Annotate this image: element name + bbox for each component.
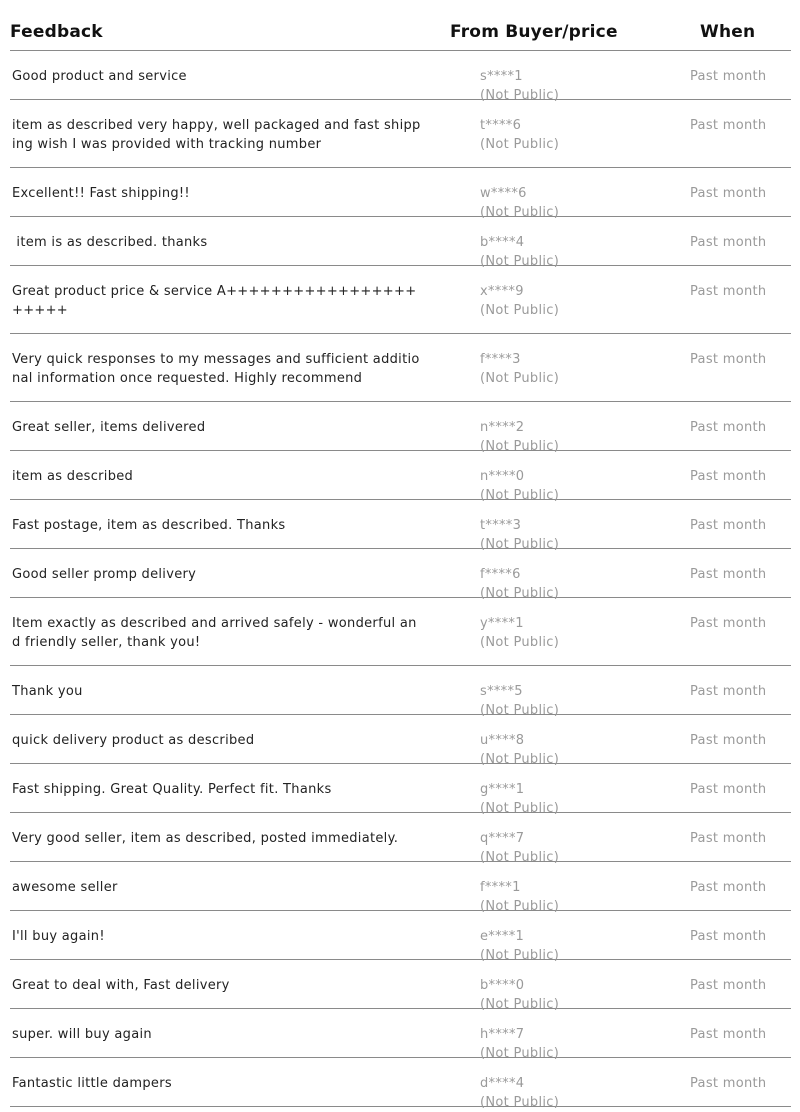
buyer-id: s****1 (480, 69, 523, 84)
buyer-id: n****2 (480, 420, 525, 435)
feedback-text: Good seller promp delivery (12, 567, 197, 582)
buyer-visibility: (Not Public) (480, 439, 560, 454)
when-cell: Past month (690, 684, 767, 699)
when-cell: Past month (690, 616, 767, 631)
buyer-id: e****1 (480, 929, 525, 944)
buyer-visibility: (Not Public) (480, 635, 560, 650)
buyer-id: b****4 (480, 235, 525, 250)
when-cell: Past month (690, 284, 767, 299)
buyer-visibility: (Not Public) (480, 303, 560, 318)
feedback-text: Thank you (12, 684, 83, 699)
table-row (10, 666, 791, 718)
feedback-text: Great seller, items delivered (12, 420, 206, 435)
feedback-text: Excellent!! Fast shipping!! (12, 186, 190, 201)
feedback-text: Item exactly as described and arrived safely - wonderful and friendly seller, thank you! (12, 616, 417, 650)
buyer-visibility: (Not Public) (480, 752, 560, 767)
feedback-text: Great to deal with, Fast delivery (12, 978, 230, 993)
buyer-visibility: (Not Public) (480, 997, 560, 1012)
table-row (10, 1058, 791, 1110)
table-row (10, 862, 791, 914)
header-when: When (700, 22, 756, 42)
buyer-visibility: (Not Public) (480, 88, 560, 103)
feedback-table (10, 51, 791, 1110)
buyer-id: x****9 (480, 284, 524, 299)
when-cell: Past month (690, 1076, 767, 1091)
table-row (10, 168, 791, 220)
feedback-text: Fantastic little dampers (12, 1076, 172, 1091)
table-row (10, 598, 791, 666)
feedback-text: quick delivery product as described (12, 733, 255, 748)
when-cell: Past month (690, 929, 767, 944)
buyer-id: t****6 (480, 118, 522, 133)
table-row (10, 334, 791, 402)
when-cell: Past month (690, 1027, 767, 1042)
buyer-id: h****7 (480, 1027, 525, 1042)
buyer-id: y****1 (480, 616, 524, 631)
when-cell: Past month (690, 469, 767, 484)
buyer-id: f****6 (480, 567, 521, 582)
when-cell: Past month (690, 118, 767, 133)
feedback-text: awesome seller (12, 880, 118, 895)
buyer-id: u****8 (480, 733, 525, 748)
buyer-cell (480, 116, 559, 154)
table-header (10, 0, 791, 51)
feedback-text: super. will buy again (12, 1027, 152, 1042)
feedback-text: Good product and service (12, 69, 187, 84)
table-row (10, 217, 791, 269)
buyer-id: f****1 (480, 880, 521, 895)
buyer-visibility: (Not Public) (480, 850, 560, 865)
buyer-id: w****6 (480, 186, 527, 201)
table-row (10, 402, 791, 454)
buyer-visibility: (Not Public) (480, 899, 560, 914)
table-row (10, 764, 791, 816)
buyer-visibility: (Not Public) (480, 948, 560, 963)
table-row (10, 500, 791, 552)
when-cell: Past month (690, 880, 767, 895)
when-cell: Past month (690, 235, 767, 250)
buyer-id: g****1 (480, 782, 525, 797)
when-cell: Past month (690, 420, 767, 435)
feedback-text: Fast shipping. Great Quality. Perfect fit. Thanks (12, 782, 332, 797)
buyer-id: q****7 (480, 831, 525, 846)
when-cell: Past month (690, 567, 767, 582)
feedback-text: item as described very happy, well packaged and fast shipping wish I was provided with tracking number (12, 118, 421, 152)
header-feedback: Feedback (10, 22, 103, 42)
buyer-id: f****3 (480, 352, 521, 367)
buyer-visibility: (Not Public) (480, 801, 560, 816)
header-buyer: From Buyer/price (450, 22, 618, 42)
table-row (10, 451, 791, 503)
when-cell: Past month (690, 782, 767, 797)
feedback-text: I'll buy again! (12, 929, 105, 944)
buyer-visibility: (Not Public) (480, 586, 560, 601)
table-row (10, 715, 791, 767)
feedback-text: Great product price & service A++++++++++++++++++++++ (12, 284, 417, 318)
table-row (10, 51, 791, 103)
table-row (10, 266, 791, 334)
table-row (10, 1009, 791, 1061)
buyer-visibility: (Not Public) (480, 537, 560, 552)
feedback-text: item as described (12, 469, 134, 484)
feedback-text: Very good seller, item as described, posted immediately. (12, 831, 399, 846)
when-cell: Past month (690, 978, 767, 993)
buyer-id: s****5 (480, 684, 523, 699)
buyer-cell (480, 614, 559, 652)
buyer-id: b****0 (480, 978, 525, 993)
table-row (10, 100, 791, 168)
when-cell: Past month (690, 69, 767, 84)
when-cell: Past month (690, 831, 767, 846)
feedback-text: Very quick responses to my messages and sufficient additional information once requested. Highly recommend (12, 352, 420, 386)
buyer-visibility: (Not Public) (480, 137, 560, 152)
buyer-visibility: (Not Public) (480, 205, 560, 220)
when-cell: Past month (690, 518, 767, 533)
table-row (10, 911, 791, 963)
buyer-visibility: (Not Public) (480, 254, 560, 269)
table-row (10, 813, 791, 865)
buyer-id: n****0 (480, 469, 525, 484)
feedback-text: item is as described. thanks (12, 235, 208, 250)
table-row (10, 549, 791, 601)
when-cell: Past month (690, 352, 767, 367)
when-cell: Past month (690, 733, 767, 748)
buyer-visibility: (Not Public) (480, 488, 560, 503)
buyer-cell (480, 1074, 559, 1112)
buyer-id: t****3 (480, 518, 522, 533)
table-row (10, 960, 791, 1012)
feedback-text: Fast postage, item as described. Thanks (12, 518, 286, 533)
buyer-visibility: (Not Public) (480, 703, 560, 718)
buyer-id: d****4 (480, 1076, 525, 1091)
when-cell: Past month (690, 186, 767, 201)
buyer-cell (480, 282, 559, 320)
buyer-cell (480, 350, 559, 388)
buyer-visibility: (Not Public) (480, 1095, 560, 1110)
buyer-visibility: (Not Public) (480, 371, 560, 386)
buyer-visibility: (Not Public) (480, 1046, 560, 1061)
